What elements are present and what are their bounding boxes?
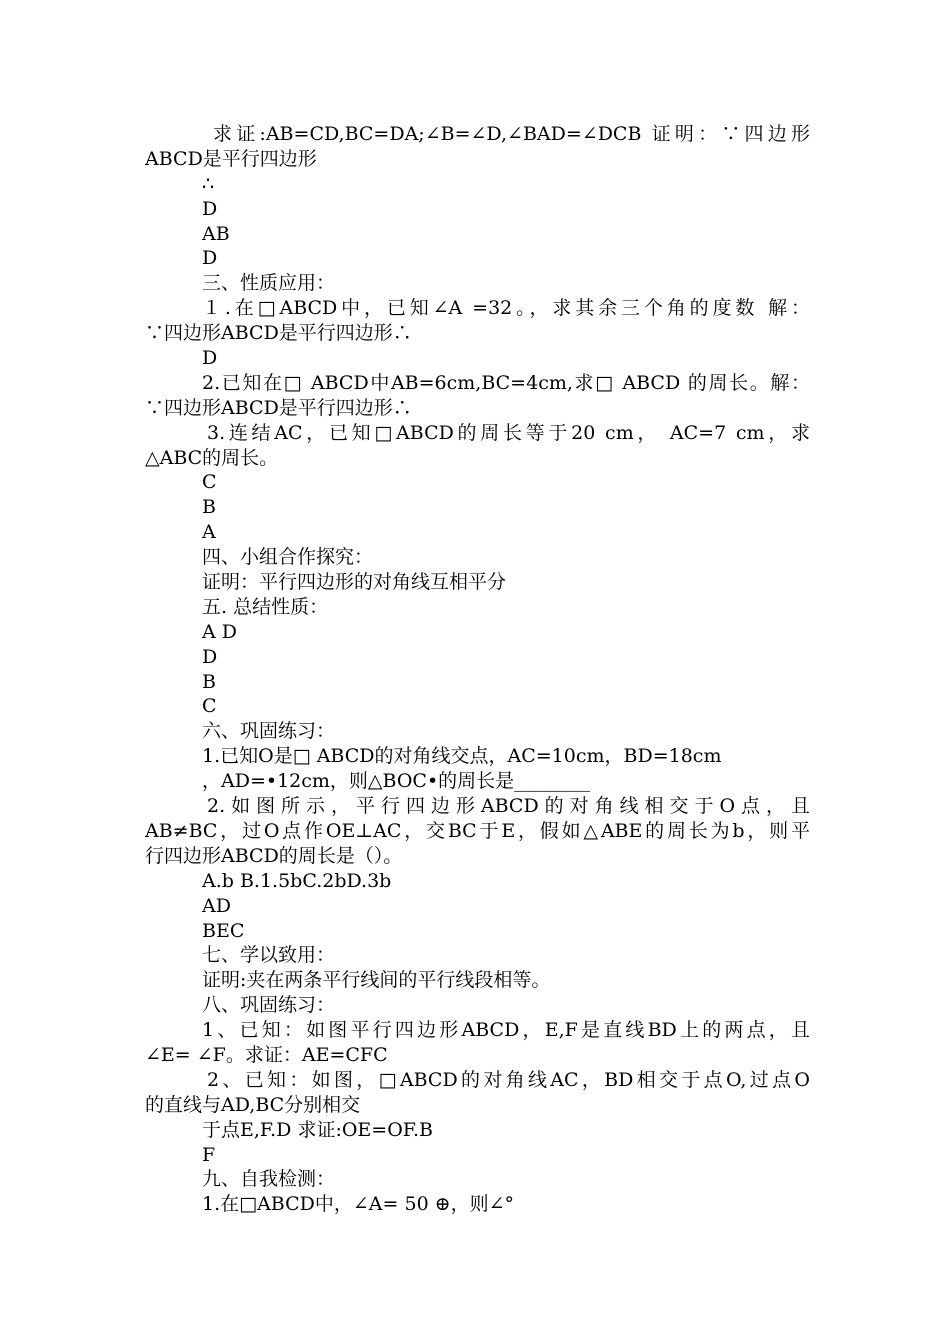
text-line: 2.如图所示，平行四边形ABCD的对角线相交于O点，且	[207, 795, 810, 818]
text-line: 2.已知在□ ABCD中AB=6cm,BC=4cm,求□ ABCD 的周长。解：	[202, 371, 810, 394]
text-line: 的直线与AD,BC分别相交	[145, 1093, 361, 1116]
text-line: 行四边形ABCD的周长是（）。	[145, 844, 403, 867]
text-line: AD	[202, 894, 231, 917]
text-line: A	[202, 521, 216, 544]
text-line: 求证:AB=CD,BC=DA;∠B=∠D,∠BAD=∠DCB 证明：∵四边形	[213, 123, 810, 145]
section-heading: 八、巩固练习：	[202, 994, 336, 1017]
section-heading: 三、性质应用：	[202, 272, 336, 295]
text-line: ∵四边形ABCD是平行四边形∴	[145, 396, 412, 419]
text-line: D	[202, 347, 218, 370]
section-heading: 九、自我检测：	[202, 1168, 336, 1191]
text-line: 2、已知：如图，□ABCD的对角线AC，BD相交于点O,过点O	[207, 1068, 810, 1091]
text-line: １.在□ABCD中，已知∠A =32。，求其余三个角的度数 解：	[202, 297, 810, 320]
text-line: D	[202, 645, 218, 668]
text-line: AB≠BC，过O点作OE⊥AC，交BC于E，假如△ABE的周长为b，则平	[145, 819, 810, 842]
section-heading: 六、巩固练习：	[202, 720, 336, 743]
text-line: 1.已知O是□ ABCD的对角线交点，AC=10cm，BD=18cm	[202, 745, 722, 768]
text-line: 于点E,F.D 求证:OE=OF.B	[202, 1118, 434, 1141]
text-line: ABCD是平行四边形	[145, 147, 317, 170]
text-line: 1.在□ABCD中，∠A= 50 ⊕，则∠°	[202, 1193, 515, 1216]
text-line: B	[202, 496, 216, 519]
text-line: ∴	[202, 172, 215, 195]
text-line: 1、已知：如图平行四边形ABCD，E,F是直线BD上的两点，且	[202, 1019, 810, 1042]
text-line: F	[202, 1143, 216, 1166]
text-line: △ABC的周长。	[145, 446, 279, 469]
text-line: A D	[202, 620, 237, 643]
text-line: ∠E= ∠F。求证：AE=CFC	[145, 1043, 388, 1066]
section-heading: 五. 总结性质：	[202, 595, 329, 618]
text-line: C	[202, 695, 217, 718]
text-line: A.b B.1.5bC.2bD.3b	[202, 869, 392, 892]
text-line: C	[202, 471, 217, 494]
text-line: 3.连结AC，已知□ABCD的周长等于20 cm， AC=7 cm，求	[207, 421, 810, 444]
text-line: D	[202, 247, 218, 270]
text-line: 证明:夹在两条平行线间的平行线段相等。	[202, 969, 551, 992]
section-heading: 四、小组合作探究：	[202, 546, 374, 569]
text-line: D	[202, 197, 218, 220]
text-line: BEC	[202, 919, 245, 942]
text-line: 证明：平行四边形的对角线互相平分	[202, 571, 507, 594]
section-heading: 七、学以致用：	[202, 944, 336, 967]
text-line: B	[202, 670, 216, 693]
text-line: ，AD=•12cm，则△BOC•的周长是________	[202, 770, 591, 793]
document-body	[145, 122, 810, 1217]
text-line: AB	[202, 222, 230, 245]
text-line: ∵四边形ABCD是平行四边形∴	[145, 322, 412, 345]
